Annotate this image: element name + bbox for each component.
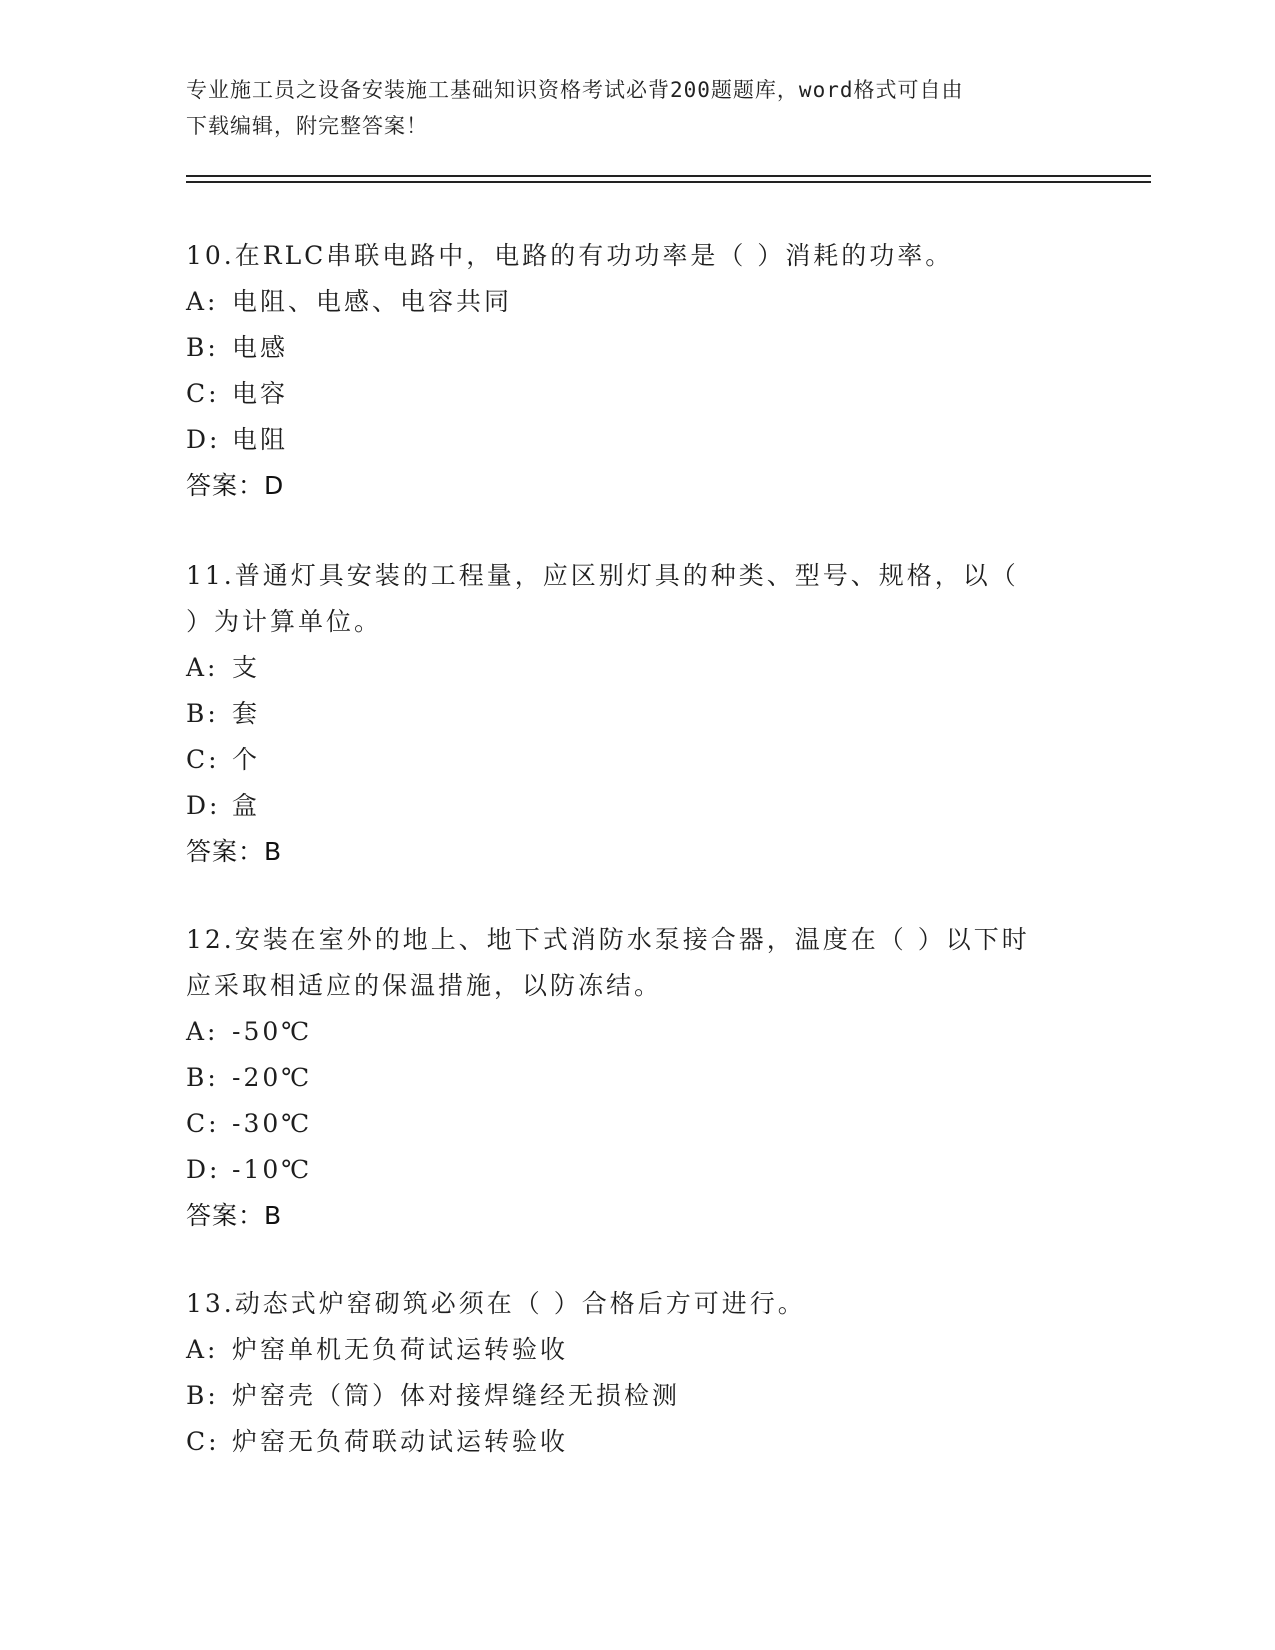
question-line: 应采取相适应的保温措施，以防冻结。	[186, 971, 663, 1000]
option-a	[186, 279, 1086, 325]
option-text: 电阻、电感、电容共同	[232, 287, 513, 316]
question-line: 10.在RLC串联电路中，电路的有功功率是（ ）消耗的功率。	[186, 241, 954, 270]
option-text: 电容	[232, 379, 289, 408]
option-c	[186, 737, 1086, 783]
question-line: 11.普通灯具安装的工程量，应区别灯具的种类、型号、规格，以（	[186, 561, 1019, 590]
option-label: D:	[186, 1155, 221, 1184]
option-c	[186, 1101, 1086, 1147]
option-label: B:	[186, 1063, 219, 1092]
option-label: C:	[186, 1427, 220, 1456]
option-label: C:	[186, 745, 220, 774]
answer-line: 答案：B	[186, 837, 283, 866]
option-b	[186, 325, 1086, 371]
question-block	[186, 917, 1086, 1239]
option-d	[186, 783, 1086, 829]
option-text: 盒	[232, 791, 261, 820]
question-block	[186, 553, 1086, 875]
option-text: -10℃	[232, 1155, 313, 1184]
option-label: C:	[186, 1109, 220, 1138]
header-divider	[186, 175, 1151, 177]
option-text: 电感	[232, 333, 289, 362]
option-label: D:	[186, 425, 221, 454]
question-block	[186, 233, 1086, 509]
option-c	[186, 371, 1086, 417]
option-text: -30℃	[232, 1109, 313, 1138]
option-label: A:	[186, 1335, 219, 1364]
option-text: 电阻	[232, 425, 289, 454]
option-label: B:	[186, 1381, 219, 1410]
question-text	[186, 553, 1086, 645]
option-a	[186, 1009, 1086, 1055]
option-label: B:	[186, 333, 219, 362]
option-text: 个	[232, 745, 261, 774]
option-text: 支	[232, 653, 261, 682]
option-text: 炉窑无负荷联动试运转验收	[232, 1427, 569, 1456]
option-label: A:	[186, 287, 219, 316]
header-divider	[186, 181, 1151, 183]
header-line: 专业施工员之设备安装施工基础知识资格考试必背200题题库，word格式可自由	[186, 78, 964, 102]
option-label: D:	[186, 791, 221, 820]
question-block	[186, 1281, 1086, 1465]
option-text: -20℃	[232, 1063, 313, 1092]
option-a	[186, 645, 1086, 691]
question-line: 12.安装在室外的地上、地下式消防水泵接合器，温度在（ ）以下时	[186, 925, 1030, 954]
document-header	[186, 72, 1066, 144]
question-line: ）为计算单位。	[186, 607, 383, 636]
option-text: -50℃	[232, 1017, 313, 1046]
option-d	[186, 1147, 1086, 1193]
header-line: 下载编辑，附完整答案！	[186, 114, 428, 138]
question-text	[186, 917, 1086, 1009]
option-label: A:	[186, 653, 219, 682]
option-label: C:	[186, 379, 220, 408]
option-b	[186, 691, 1086, 737]
option-label: A:	[186, 1017, 219, 1046]
option-d	[186, 417, 1086, 463]
option-text: 套	[232, 699, 261, 728]
answer-line: 答案：D	[186, 471, 285, 500]
option-b	[186, 1373, 1086, 1419]
question-line: 13.动态式炉窑砌筑必须在（ ）合格后方可进行。	[186, 1289, 806, 1318]
option-b	[186, 1055, 1086, 1101]
question-text	[186, 233, 1086, 279]
answer-line: 答案：B	[186, 1201, 283, 1230]
option-text: 炉窑壳（筒）体对接焊缝经无损检测	[232, 1381, 681, 1410]
option-a	[186, 1327, 1086, 1373]
option-c	[186, 1419, 1086, 1465]
question-text	[186, 1281, 1086, 1327]
option-label: B:	[186, 699, 219, 728]
option-text: 炉窑单机无负荷试运转验收	[232, 1335, 569, 1364]
